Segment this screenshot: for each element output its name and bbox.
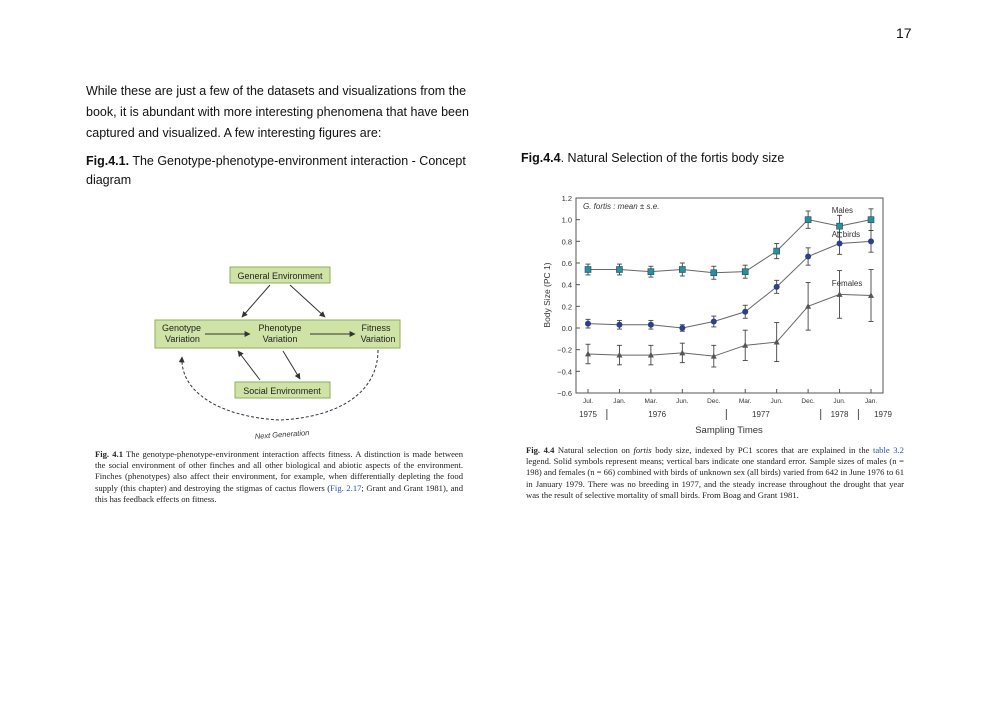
left-figure-label: Fig.4.1. [86, 154, 130, 168]
data-point [648, 269, 654, 275]
data-point [774, 284, 780, 290]
year-label: 1977 [752, 410, 770, 419]
series-label: Females [831, 278, 863, 288]
x-tick-label: Jan. [864, 398, 878, 405]
arrow-genenv-to-fitness [290, 285, 325, 317]
data-point [868, 238, 874, 244]
page-number: 17 [896, 25, 912, 41]
data-point [868, 217, 874, 223]
left-figure-title: The Genotype-phenotype-environment interaction - Concept diagram [86, 154, 466, 187]
fig41-caption-label: Fig. 4.1 [95, 449, 123, 459]
data-point [648, 322, 654, 328]
fig44-caption-label: Fig. 4.4 [526, 445, 555, 455]
phenotype-label-1: Phenotype [258, 323, 302, 333]
phenotype-label-2: Variation [262, 334, 298, 344]
fig41-caption-link[interactable]: Fig. 2.17 [330, 482, 362, 493]
y-tick-label: −0.6 [557, 389, 572, 398]
fig44-caption-species: fortis [633, 445, 652, 455]
data-point [679, 325, 685, 331]
chart-annotation: G. fortis : mean ± s.e. [583, 202, 660, 211]
data-point [616, 322, 622, 328]
y-tick-label: 1.0 [561, 215, 572, 225]
right-figure-label: Fig.4.4 [521, 151, 561, 165]
year-label: 1979 [874, 410, 892, 419]
x-tick-label: Jun. [676, 398, 689, 405]
data-point [774, 248, 780, 254]
y-tick-label: −0.4 [557, 367, 572, 377]
year-label: 1975 [579, 410, 597, 419]
y-tick-label: 0.6 [561, 259, 572, 268]
data-point [805, 254, 811, 260]
arrow-pheno-to-social [283, 351, 300, 379]
genotype-label-2: Variation [165, 334, 200, 344]
fig41-caption-text1: The genotype-phenotype-environment interaction affects fitness. A distinction is made between the social environment of other finches and all other biological and abiotic aspects of the environment. Finches (phenotypes) also affect their environment, for example, when differentially depleting the food supply (this chapter) and destroying the stigmas of cactus flowers ( [95, 449, 463, 493]
x-tick-label: Jun. [770, 398, 783, 405]
y-tick-label: 0.8 [561, 237, 572, 247]
series-label: Males [831, 206, 854, 216]
data-point [585, 267, 591, 273]
data-point [679, 350, 685, 356]
arrow-genenv-to-pheno [242, 285, 270, 317]
series-label: All birds [831, 230, 861, 239]
year-label: 1976 [648, 410, 667, 419]
y-tick-label: 0.2 [561, 302, 572, 312]
y-tick-label: 0.4 [561, 280, 572, 290]
x-tick-label: Mar. [738, 398, 752, 405]
concept-diagram [150, 262, 420, 442]
fig41-caption-text2: ; Grant and Grant 1981), and this has feedback effects on fitness. [95, 482, 463, 504]
fig44-caption [526, 445, 904, 501]
data-point [711, 319, 717, 325]
x-axis-label: Sampling Times [695, 425, 763, 436]
x-tick-label: Dec. [707, 398, 721, 405]
x-tick-label: Jan. [613, 398, 626, 405]
data-point [742, 269, 748, 275]
series-line [588, 241, 871, 328]
fitness-label-2: Variation [360, 334, 396, 344]
left-figure-heading [86, 152, 476, 190]
fitness-label-1: Fitness [361, 323, 391, 333]
fortis-body-size-chart [536, 190, 896, 440]
y-tick-label: 1.2 [561, 194, 572, 203]
x-tick-label: Dec. [801, 398, 815, 405]
y-axis-label: Body Size (PC 1) [542, 262, 552, 328]
genotype-label-1: Genotype [162, 323, 202, 333]
next-generation-label: Next Generation [254, 428, 310, 441]
x-tick-label: Mar. [644, 398, 658, 405]
y-tick-label: 0.0 [561, 324, 572, 333]
data-point [616, 267, 622, 273]
series-line [588, 220, 871, 273]
fig41-caption [95, 449, 463, 505]
fig44-caption-text3: legend. Solid symbols represent means; vertical bars indicate one standard error. Sample sizes of males (n = 198) and females (n = 66) combined with birds of unknown sex (all birds) varied from 642 in June 1976 to 61 in January 1979. There was no breeding in 1977, and the steady increase throughout the drought that year was the result of selective mortality of small birds. From Boag and Grant 1981. [526, 456, 904, 500]
data-point [837, 241, 843, 247]
fig44-caption-link[interactable]: table 3.2 [872, 445, 904, 455]
data-point [585, 321, 591, 327]
fig44-caption-text1: Natural selection on [554, 445, 634, 455]
data-point [711, 270, 717, 276]
x-tick-label: Jun. [833, 398, 846, 405]
intro-paragraph: While these are just a few of the datasets and visualizations from the book, it is abundant with more interesting phenomena that have been captured and visualized. A few interesting figures are: [86, 84, 469, 140]
data-point [805, 217, 811, 223]
fig44-caption-text2: body size, indexed by PC1 scores that are explained in the [651, 445, 873, 455]
year-label: 1978 [830, 410, 849, 419]
data-point [742, 309, 748, 315]
arrow-social-to-pheno [238, 351, 260, 380]
right-figure-title: . Natural Selection of the fortis body size [560, 151, 785, 165]
data-point [837, 223, 843, 229]
y-tick-label: −0.2 [557, 345, 572, 355]
series-line [588, 294, 871, 356]
social-environment-label: Social Environment [243, 386, 321, 396]
x-tick-label: Jul. [582, 398, 594, 405]
general-environment-label: General Environment [237, 271, 323, 281]
right-figure-heading [521, 149, 921, 168]
data-point [679, 267, 685, 273]
